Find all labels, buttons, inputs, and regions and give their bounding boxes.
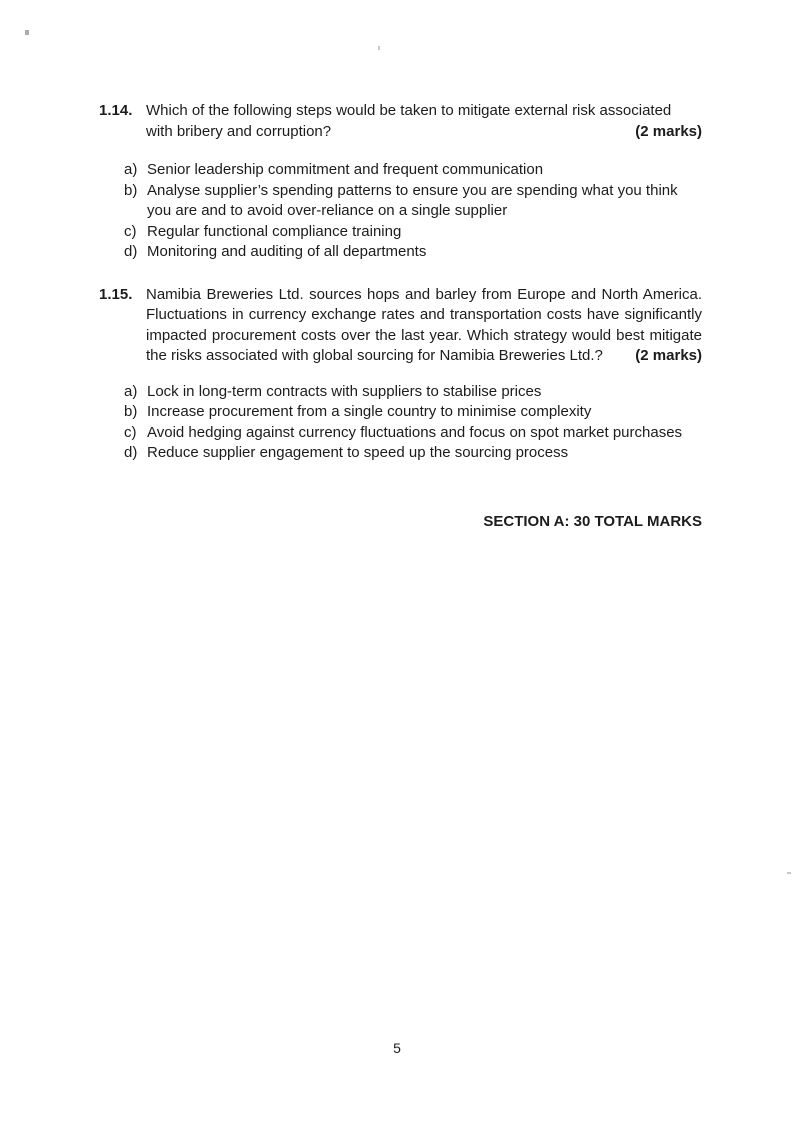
option-label: b) bbox=[124, 181, 138, 199]
question-text: Namibia Breweries Ltd. sources hops and barley from Europe and North America. Fluctuations in currency exchange rates and transportation costs have significantly impacted procurement costs over the last year. Which strategy would best mitigate the risks associated with global sourcing for Namibia Breweries Ltd.? bbox=[146, 285, 702, 364]
marks-label: (2 marks) bbox=[635, 122, 702, 140]
scan-artifact bbox=[787, 872, 791, 874]
question-body bbox=[146, 285, 702, 367]
option-label: d) bbox=[124, 444, 138, 461]
option-label: c) bbox=[124, 423, 137, 441]
question-text: Which of the following steps would be taken to mitigate external risk associated with bribery and corruption? bbox=[146, 102, 672, 140]
marks-label: (2 marks) bbox=[635, 347, 702, 364]
option-text: Senior leadership commitment and frequent communication bbox=[147, 161, 544, 178]
option-text: Increase procurement from a single country to minimise complexity bbox=[147, 403, 592, 420]
question-1-15 bbox=[99, 285, 702, 367]
scan-artifact bbox=[378, 46, 380, 50]
option-text: Lock in long-term contracts with suppliers to stabilise prices bbox=[147, 382, 542, 400]
option-label: a) bbox=[124, 161, 138, 178]
option-text: Avoid hedging against currency fluctuations and focus on spot market purchases bbox=[147, 423, 683, 441]
question-1-15-options bbox=[124, 382, 702, 464]
question-1-14 bbox=[99, 101, 702, 142]
option-label: a) bbox=[124, 382, 138, 400]
option-label: c) bbox=[124, 222, 137, 240]
question-1-14-options bbox=[124, 160, 702, 263]
option-text: Regular functional compliance training bbox=[147, 222, 402, 240]
option-text: Analyse supplier’s spending patterns to ensure you are spending what you think you are and to avoid over-reliance on a single supplier bbox=[147, 181, 678, 219]
page-number: 5 bbox=[393, 1040, 401, 1056]
option-label: b) bbox=[124, 403, 138, 420]
page-content bbox=[99, 101, 702, 464]
question-body bbox=[146, 101, 702, 142]
section-total-marks: SECTION A: 30 TOTAL MARKS bbox=[483, 513, 702, 530]
option-label: d) bbox=[124, 243, 138, 260]
scan-artifact bbox=[25, 30, 29, 35]
option-text: Reduce supplier engagement to speed up the sourcing process bbox=[147, 444, 569, 461]
question-number: 1.15. bbox=[99, 285, 133, 303]
question-number: 1.14. bbox=[99, 102, 133, 119]
option-text: Monitoring and auditing of all departments bbox=[147, 243, 427, 260]
